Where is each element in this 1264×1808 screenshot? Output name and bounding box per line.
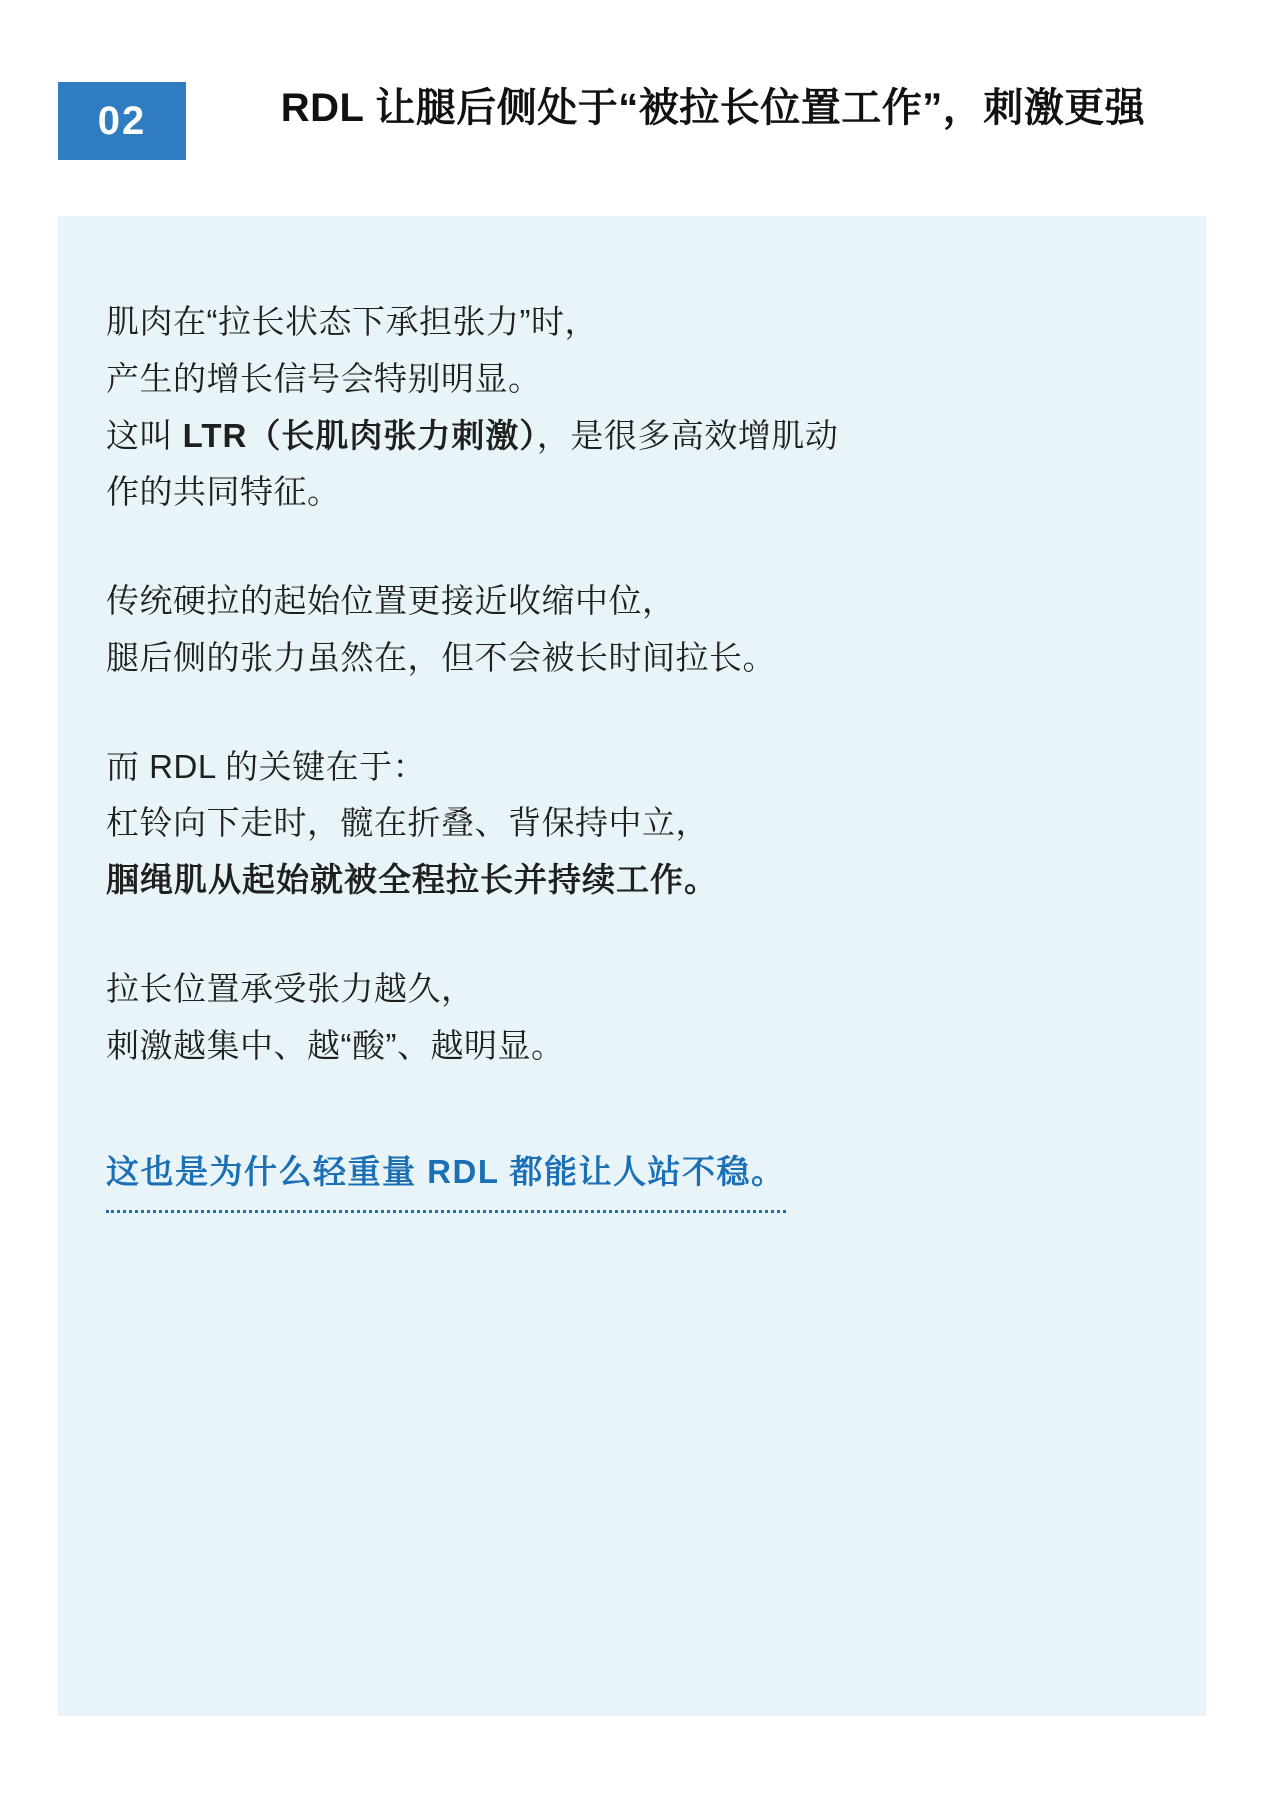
highlight-block [106,1144,1158,1213]
page-title: RDL 让腿后侧处于“被拉长位置工作”，刺激更强 [280,86,1146,130]
paragraph-1 [106,294,1158,521]
body-line-emphasis: LTR（长肌肉张力刺激） [182,416,537,454]
body-line: 腿后侧的张力虽然在，但不会被长时间拉长。 [106,638,776,676]
body-line: 传统硬拉的起始位置更接近收缩中位， [106,582,676,619]
paragraph-3 [106,739,1158,909]
body-line-mixed [106,408,1158,465]
body-line: 作的共同特征。 [106,473,341,511]
body-line: 杠铃向下走时，髋在折叠、背保持中立， [106,804,709,842]
body-line: 肌肉在“拉长状态下承担张力”时， [106,303,598,340]
body-line-bold: 腘绳肌从起始就被全程拉长并持续工作。 [106,861,718,898]
paragraph-2 [106,573,1158,687]
spacer [106,1126,1158,1144]
body-line: 产生的增长信号会特别明显。 [106,359,542,397]
body-line-prefix: 这叫 [106,416,183,454]
body-line: 拉长位置承受张力越久， [106,969,475,1007]
section-number-badge: 02 [58,82,186,160]
paragraph-4 [106,961,1158,1075]
highlight-text: 这也是为什么轻重量 RDL 都能让人站不稳。 [106,1144,786,1213]
body-line: 而 RDL 的关键在于： [106,747,427,785]
section-header [0,0,1264,160]
content-card-inner [58,294,1206,1213]
content-card [58,216,1206,1716]
body-line: 刺激越集中、越“酸”、越明显。 [106,1026,565,1064]
body-line-suffix: ，是很多高效增肌动 [536,416,839,454]
